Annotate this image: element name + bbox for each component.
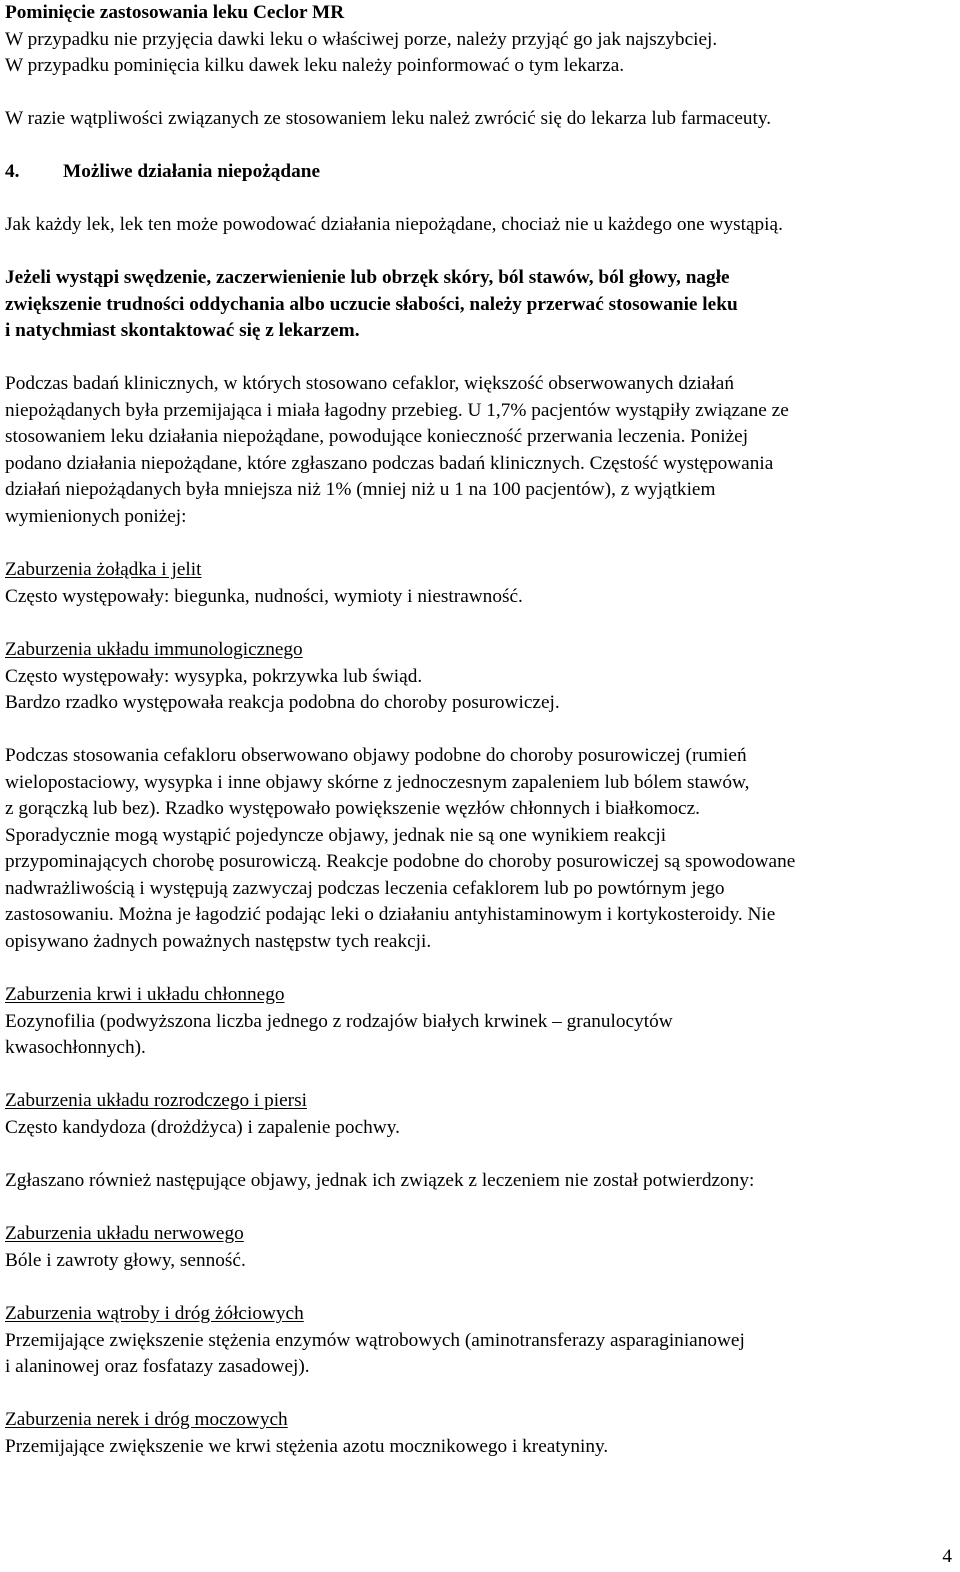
paragraph-line: przypominających chorobę posurowiczą. Reakcje podobne do choroby posurowiczej są spowodowane: [5, 851, 796, 872]
paragraph-line: Przemijające zwiększenie stężenia enzymów wątrobowych (aminotransferazy asparaginianowej: [5, 1329, 745, 1351]
paragraph-line: działań niepożądanych była mniejsza niż 1% (mniej niż u 1 na 100 pacjentów), z wyjątkiem: [5, 479, 716, 500]
paragraph-line: stosowaniem leku działania niepożądane, powodujące konieczność przerwania leczenia. Poniżej: [5, 426, 749, 447]
section-title: Pominięcie zastosowania leku Ceclor MR: [5, 2, 345, 23]
paragraph-line: z gorączką lub bez). Rzadko występowało powiększenie węzłów chłonnych i białkomocz.: [5, 798, 700, 819]
serum-sickness-paragraph: [5, 743, 960, 955]
subsection-heading: Zaburzenia wątroby i dróg żółciowych: [5, 1303, 304, 1324]
subsection-heading: Zaburzenia układu nerwowego: [5, 1223, 244, 1244]
subsection-heading: Zaburzenia nerek i dróg moczowych: [5, 1409, 288, 1430]
paragraph-line: W razie wątpliwości związanych ze stosowaniem leku należ zwrócić się do lekarza lub farmaceuty.: [5, 108, 772, 129]
paragraph-line: i natychmiast skontaktować się z lekarzem.: [5, 320, 360, 341]
subsection-heading: Zaburzenia żołądka i jelit: [5, 559, 202, 580]
paragraph-line: zastosowaniu. Można je łagodzić podając leki o działaniu antyhistaminowym i kortykosteroidy. Nie: [5, 904, 776, 925]
kidney-section: [5, 1407, 960, 1460]
paragraph-line: W przypadku pominięcia kilku dawek leku należy poinformować o tym lekarza.: [5, 55, 625, 76]
page-number: 4: [942, 1546, 952, 1567]
subsection-heading: Zaburzenia układu rozrodczego i piersi: [5, 1090, 307, 1111]
clinical-trials-paragraph: [5, 371, 960, 530]
paragraph-line: Często kandydoza (drożdżyca) i zapalenie pochwy.: [5, 1116, 400, 1138]
paragraph-line: Bardzo rzadko występowała reakcja podobna do choroby posurowiczej.: [5, 692, 560, 713]
section-heading: [5, 159, 960, 186]
immune-section: [5, 637, 960, 717]
paragraph-line: Sporadycznie mogą wystąpić pojedyncze objawy, jednak nie są one wynikiem reakcji: [5, 824, 667, 846]
missed-dose-section: [5, 0, 960, 80]
warning-paragraph: [5, 265, 960, 345]
paragraph-line: Przemijające zwiększenie we krwi stężenia azotu mocznikowego i kreatyniny.: [5, 1435, 609, 1457]
paragraph-line: Bóle i zawroty głowy, senność.: [5, 1249, 246, 1271]
section-number: 4.: [5, 161, 20, 182]
paragraph-line: i alaninowej oraz fosfatazy zasadowej).: [5, 1356, 310, 1377]
liver-section: [5, 1301, 960, 1381]
paragraph-line: Podczas stosowania cefakloru obserwowano objawy podobne do choroby posurowiczej (rumień: [5, 745, 747, 766]
blood-section: [5, 982, 960, 1062]
paragraph-line: Często występowały: wysypka, pokrzywka lub świąd.: [5, 665, 423, 687]
paragraph-line: Zgłaszano również następujące objawy, jednak ich związek z leczeniem nie został potwierdzony:: [5, 1170, 755, 1191]
paragraph-line: Często występowały: biegunka, nudności, wymioty i niestrawność.: [5, 585, 523, 607]
paragraph-line: niepożądanych była przemijająca i miała łagodny przebieg. U 1,7% pacjentów wystąpiły związane ze: [5, 399, 789, 421]
subsection-heading: Zaburzenia krwi i układu chłonnego: [5, 984, 285, 1005]
paragraph-line: W przypadku nie przyjęcia dawki leku o właściwej porze, należy przyjąć go jak najszybciej.: [5, 28, 718, 50]
paragraph-line: Eozynofilia (podwyższona liczba jednego z rodzajów białych krwinek – granulocytów: [5, 1010, 673, 1032]
unconfirmed-paragraph: [5, 1168, 960, 1195]
paragraph-line: kwasochłonnych).: [5, 1037, 146, 1058]
paragraph-line: opisywano żadnych poważnych następstw tych reakcji.: [5, 930, 432, 952]
reproductive-section: [5, 1088, 960, 1141]
gastro-section: [5, 557, 960, 610]
paragraph-line: wielopostaciowy, wysypka i inne objawy skórne z jednoczesnym zapaleniem lub bólem stawów,: [5, 771, 750, 793]
intro-paragraph: [5, 212, 960, 239]
doubts-paragraph: [5, 106, 960, 133]
paragraph-line: Podczas badań klinicznych, w których stosowano cefaklor, większość obserwowanych działań: [5, 373, 735, 394]
paragraph-line: zwiększenie trudności oddychania albo uczucie słabości, należy przerwać stosowanie leku: [5, 293, 738, 315]
subsection-heading: Zaburzenia układu immunologicznego: [5, 639, 303, 660]
paragraph-line: Jeżeli wystąpi swędzenie, zaczerwienienie lub obrzęk skóry, ból stawów, ból głowy, nagłe: [5, 267, 730, 288]
paragraph-line: podano działania niepożądane, które zgłaszano podczas badań klinicznych. Częstość występowania: [5, 452, 774, 474]
paragraph-line: wymienionych poniżej:: [5, 505, 187, 527]
section-title: Możliwe działania niepożądane: [63, 161, 321, 182]
nervous-section: [5, 1221, 960, 1274]
paragraph-line: nadwrażliwością i występują zazwyczaj podczas leczenia cefaklorem lub po powtórnym jego: [5, 877, 725, 899]
paragraph-line: Jak każdy lek, lek ten może powodować działania niepożądane, chociaż nie u każdego one wystąpią.: [5, 214, 783, 235]
